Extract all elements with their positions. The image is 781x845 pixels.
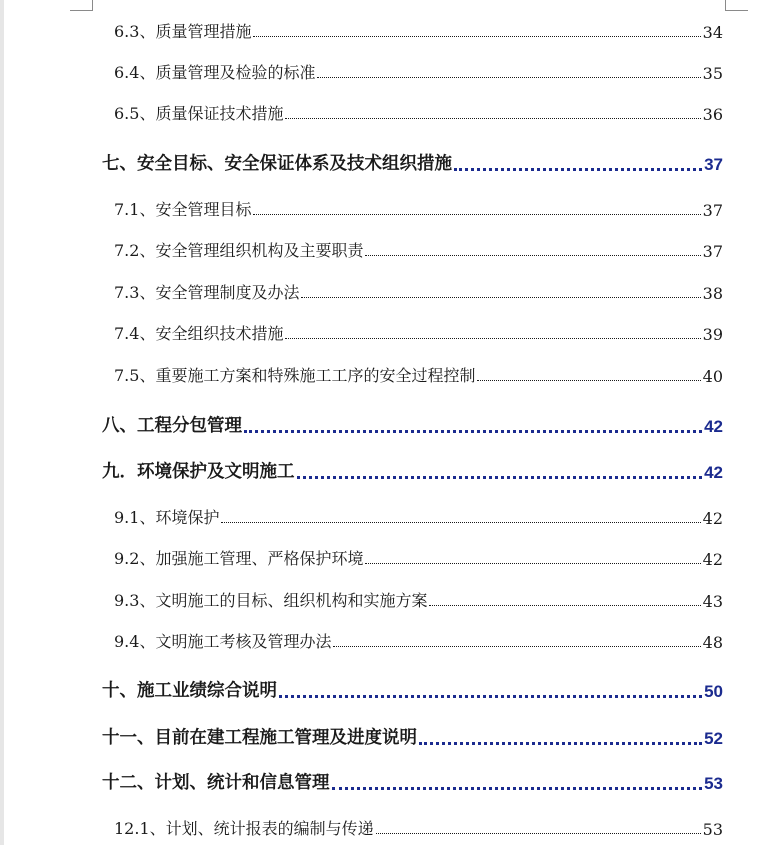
toc-page-number: 42 <box>702 550 723 569</box>
toc-page-number: 39 <box>702 325 723 344</box>
toc-entry[interactable] <box>114 815 723 839</box>
toc-chapter-entry[interactable] <box>102 678 723 702</box>
dot-leader <box>253 36 700 37</box>
toc-entry[interactable] <box>114 279 723 303</box>
toc-page-number: 38 <box>702 284 723 303</box>
toc-entry-title: 6.5、质量保证技术措施 <box>114 104 284 123</box>
dot-leader <box>376 833 701 834</box>
margin-corner-mark-right <box>725 0 748 11</box>
toc-entry[interactable] <box>114 587 723 611</box>
toc-entry[interactable] <box>114 504 723 528</box>
toc-entry-title: 9.2、加强施工管理、严格保护环境 <box>114 549 364 568</box>
toc-entry[interactable] <box>114 237 723 261</box>
dot-leader <box>317 77 700 78</box>
toc-chapter-title: 十、施工业绩综合说明 <box>102 681 277 701</box>
toc-chapter-title: 八、工程分包管理 <box>102 416 242 436</box>
dot-leader <box>332 787 703 790</box>
toc-chapter-title: 十一、目前在建工程施工管理及进度说明 <box>102 728 417 748</box>
toc-chapter-entry[interactable] <box>102 413 723 437</box>
dot-leader <box>429 605 700 606</box>
dot-leader <box>301 297 700 298</box>
toc-entry-title: 9.1、环境保护 <box>114 508 220 527</box>
toc-chapter-title: 九．环境保护及文明施工 <box>102 462 295 482</box>
dot-leader <box>297 476 703 479</box>
toc-page-number: 52 <box>704 729 723 748</box>
dot-leader <box>365 563 700 564</box>
toc-entry[interactable] <box>114 545 723 569</box>
toc-page-number: 37 <box>704 155 723 174</box>
toc-page-number: 37 <box>702 242 723 261</box>
toc-page-number: 53 <box>704 774 723 793</box>
toc-chapter-entry[interactable] <box>102 725 723 749</box>
toc-chapter-title: 十二、计划、统计和信息管理 <box>102 773 330 793</box>
toc-entry[interactable] <box>114 628 723 652</box>
toc-entry[interactable] <box>114 196 723 220</box>
toc-chapter-entry[interactable] <box>102 151 723 175</box>
toc-entry-title: 12.1、计划、统计报表的编制与传递 <box>114 819 374 838</box>
toc-page-number: 37 <box>702 201 723 220</box>
toc-page-number: 42 <box>704 463 723 482</box>
toc-entry-title: 6.4、质量管理及检验的标准 <box>114 63 316 82</box>
toc-page-number: 36 <box>702 105 723 124</box>
dot-leader <box>244 430 702 433</box>
toc-page-number: 42 <box>702 509 723 528</box>
dot-leader <box>365 255 700 256</box>
toc-page-number: 40 <box>702 367 723 386</box>
toc-entry-title: 9.3、文明施工的目标、组织机构和实施方案 <box>114 591 428 610</box>
dot-leader <box>279 695 702 698</box>
toc-page-number: 48 <box>702 633 723 652</box>
toc-page-number: 42 <box>704 417 723 436</box>
dot-leader <box>221 522 700 523</box>
toc-entry[interactable] <box>114 100 723 124</box>
toc-entry[interactable] <box>114 320 723 344</box>
dot-leader <box>253 214 700 215</box>
toc-page-number: 50 <box>704 682 723 701</box>
dot-leader <box>285 338 700 339</box>
dot-leader <box>454 168 702 171</box>
toc-chapter-entry[interactable] <box>102 770 723 794</box>
toc-entry-title: 7.1、安全管理目标 <box>114 200 252 219</box>
dot-leader <box>285 118 700 119</box>
toc-page-number: 53 <box>702 820 723 839</box>
dot-leader <box>477 380 700 381</box>
toc-chapter-title: 七、安全目标、安全保证体系及技术组织措施 <box>102 154 452 174</box>
toc-entry[interactable] <box>114 18 723 42</box>
page-gutter <box>0 0 4 845</box>
toc-entry-title: 9.4、文明施工考核及管理办法 <box>114 632 332 651</box>
toc-chapter-entry[interactable] <box>102 459 723 483</box>
toc-entry-title: 7.3、安全管理制度及办法 <box>114 283 300 302</box>
toc-page-number: 35 <box>702 64 723 83</box>
toc-entry-title: 7.4、安全组织技术措施 <box>114 324 284 343</box>
toc-entry-title: 6.3、质量管理措施 <box>114 22 252 41</box>
toc-entry[interactable] <box>114 362 723 386</box>
toc-entry-title: 7.5、重要施工方案和特殊施工工序的安全过程控制 <box>114 366 476 385</box>
toc-page-number: 34 <box>702 23 723 42</box>
toc-entry[interactable] <box>114 59 723 83</box>
toc-entry-title: 7.2、安全管理组织机构及主要职责 <box>114 241 364 260</box>
dot-leader <box>419 742 702 745</box>
dot-leader <box>333 646 700 647</box>
margin-corner-mark-left <box>70 0 93 11</box>
toc-page-number: 43 <box>702 592 723 611</box>
